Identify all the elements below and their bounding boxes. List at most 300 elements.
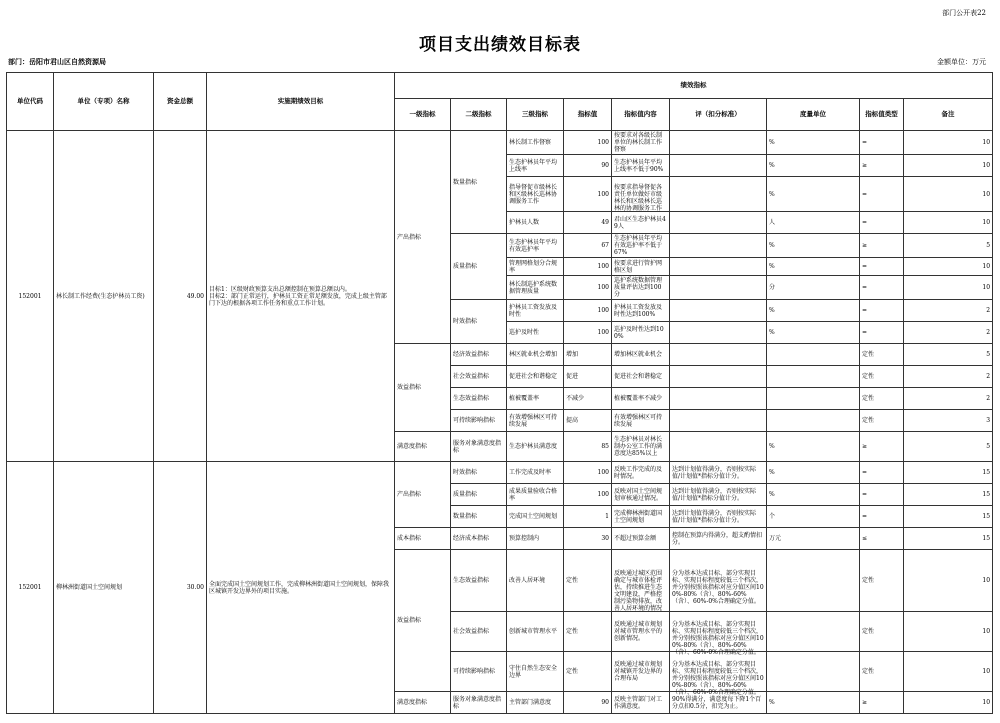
value-type (860, 612, 904, 652)
level2-indicator-text: 经济效益指标 (453, 351, 490, 358)
level1-indicator-text: 满意度指标 (397, 443, 428, 450)
measure-unit (767, 300, 860, 322)
project-total (154, 462, 207, 714)
indicator-content (612, 462, 670, 484)
indicator-value (564, 692, 612, 714)
value-type (860, 462, 904, 484)
value-type-text: ≥ (862, 699, 868, 706)
indicator-value (564, 506, 612, 528)
note-text: 15 (982, 513, 991, 520)
note-text: 10 (982, 284, 991, 291)
note (904, 131, 993, 155)
level3-indicator (507, 550, 564, 612)
project-goal (207, 131, 395, 462)
measure-unit (767, 432, 860, 462)
indicator-value-text: 促进 (566, 373, 579, 380)
indicator-value-text: 定性 (566, 668, 579, 675)
measure-unit-text: 个 (769, 513, 776, 520)
note (904, 300, 993, 322)
level3-indicator (507, 300, 564, 322)
level2-indicator-text: 生态效益指标 (453, 577, 490, 584)
value-type-text: = (862, 190, 868, 198)
value-type-text: = (862, 513, 868, 520)
level3-indicator (507, 462, 564, 484)
project-total-text: 30.00 (186, 584, 204, 591)
note-text: 10 (982, 577, 991, 584)
scoring-standard (670, 388, 767, 410)
level3-indicator-text: 护林员工资发放及时性 (509, 303, 558, 318)
level3-indicator (507, 177, 564, 212)
level1-indicator (395, 432, 451, 462)
indicator-value (564, 484, 612, 506)
level3-indicator-text: 成果质量验收合格率 (509, 487, 558, 502)
indicator-content (612, 410, 670, 432)
measure-unit-text: 万元 (769, 535, 782, 542)
value-type (860, 155, 904, 177)
indicator-content-text: 有效增强林区可持续发展 (614, 413, 663, 428)
level2-indicator (451, 410, 507, 432)
indicator-content-text: 巡护及时性达到100% (614, 325, 664, 340)
indicator-value (564, 177, 612, 212)
measure-unit (767, 410, 860, 432)
value-type-text: = (862, 329, 868, 336)
level2-indicator (451, 692, 507, 714)
indicator-content-text: 按要求进行管护网格区划 (614, 259, 663, 274)
scoring-standard (670, 177, 767, 212)
indicator-content-text: 植被覆盖率不减少 (614, 395, 663, 402)
scoring-standard-text: 控制在预算内得满分，超支酌情扣分。 (672, 531, 763, 546)
page-number: 部门公开表22 (942, 9, 986, 17)
level1-indicator (395, 344, 451, 432)
level1-indicator-text: 成本指标 (397, 535, 422, 542)
indicator-content-text: 生态护林员对林长制办公室工作的满意度达85%以上 (614, 436, 663, 457)
scoring-standard (670, 276, 767, 300)
header-content: 指标值内容 (612, 99, 670, 131)
level1-indicator-text: 满意度指标 (397, 699, 428, 706)
scoring-standard-text: 达到计划值得满分，否则按实际值/计划值*指标分值计分。 (672, 487, 757, 502)
indicator-value-text: 增加 (566, 351, 579, 358)
value-type (860, 388, 904, 410)
level3-indicator (507, 388, 564, 410)
indicator-value-text: 提高 (566, 417, 579, 424)
level1-indicator-text: 效益指标 (397, 384, 422, 391)
indicator-content (612, 612, 670, 652)
measure-unit-text: % (769, 162, 775, 169)
note (904, 344, 993, 366)
note (904, 612, 993, 652)
indicator-value (564, 410, 612, 432)
measure-unit (767, 652, 860, 692)
measure-unit (767, 550, 860, 612)
indicator-value (564, 155, 612, 177)
value-type (860, 322, 904, 344)
scoring-standard (670, 432, 767, 462)
level3-indicator-text: 促进社会和谐稳定 (509, 373, 558, 380)
header-name: 单位（专项）名称 (54, 73, 154, 131)
indicator-value-text: 100 (597, 190, 609, 198)
value-type-text: = (862, 263, 868, 270)
note (904, 410, 993, 432)
header-note: 备注 (904, 99, 993, 131)
level1-indicator (395, 692, 451, 714)
project-total-text: 49.00 (186, 292, 204, 300)
measure-unit (767, 528, 860, 550)
level1-indicator (395, 550, 451, 692)
header-value: 指标值 (564, 99, 612, 131)
measure-unit (767, 131, 860, 155)
level3-indicator-text: 改善人居环境 (509, 577, 546, 584)
note (904, 484, 993, 506)
note-text: 10 (982, 139, 991, 146)
note-text: 10 (982, 162, 991, 169)
header-l2: 二级指标 (451, 99, 507, 131)
scoring-standard (670, 300, 767, 322)
table-row (7, 462, 993, 484)
level2-indicator-text: 社会效益指标 (453, 373, 490, 380)
level3-indicator-text: 护林员人数 (509, 219, 540, 226)
note (904, 177, 993, 212)
indicator-content-text: 反映工作完成的及时情况。 (614, 465, 663, 480)
value-type-text: = (862, 219, 868, 226)
level2-indicator (451, 528, 507, 550)
level3-indicator (507, 322, 564, 344)
level2-indicator-text: 服务对象满意度指标 (453, 695, 502, 710)
scoring-standard-text: 达到计划值得满分，否则按实际值/计划值*指标分值计分。 (672, 465, 757, 480)
measure-unit-text: % (769, 139, 775, 146)
value-type-text: ≤ (862, 535, 868, 542)
header-indicators: 绩效指标 (395, 73, 993, 99)
indicator-content (612, 322, 670, 344)
value-type-text: 定性 (862, 628, 875, 635)
level2-indicator-text: 服务对象满意度指标 (453, 439, 502, 454)
level3-indicator (507, 234, 564, 258)
value-type-text: = (862, 469, 868, 476)
level3-indicator (507, 155, 564, 177)
level2-indicator-text: 数量指标 (453, 513, 478, 520)
indicator-value (564, 388, 612, 410)
measure-unit-text: % (769, 307, 775, 314)
level2-indicator (451, 344, 507, 366)
value-type (860, 177, 904, 212)
note-text: 2 (986, 395, 991, 402)
header-type: 指标值类型 (860, 99, 904, 131)
indicator-value (564, 550, 612, 612)
value-type (860, 131, 904, 155)
level3-indicator (507, 344, 564, 366)
indicator-value-text: 100 (597, 469, 609, 476)
indicator-content (612, 155, 670, 177)
value-type-text: = (862, 139, 868, 146)
measure-unit (767, 234, 860, 258)
indicator-value (564, 612, 612, 652)
indicator-content-text: 生态护林员年平均有效巡护率不低于 67% (614, 235, 663, 256)
level3-indicator (507, 276, 564, 300)
measure-unit-text: % (769, 491, 775, 498)
indicator-content (612, 432, 670, 462)
measure-unit (767, 276, 860, 300)
indicator-value-text: 定性 (566, 628, 579, 635)
scoring-standard (670, 322, 767, 344)
header-l3: 三级指标 (507, 99, 564, 131)
indicator-value (564, 300, 612, 322)
project-name (54, 462, 154, 714)
indicator-content (612, 484, 670, 506)
value-type (860, 344, 904, 366)
indicator-content-text: 促进社会和谐稳定 (614, 373, 663, 380)
measure-unit (767, 344, 860, 366)
indicator-value-text: 100 (597, 329, 609, 336)
indicator-content (612, 528, 670, 550)
note (904, 234, 993, 258)
value-type (860, 366, 904, 388)
indicator-value (564, 344, 612, 366)
note (904, 550, 993, 612)
scoring-standard (670, 484, 767, 506)
indicator-value (564, 366, 612, 388)
indicator-content (612, 506, 670, 528)
level2-indicator (451, 612, 507, 652)
level2-indicator-text: 质量指标 (453, 491, 478, 498)
level3-indicator-text: 林长制巡护系统数据管理质量 (509, 280, 558, 295)
scoring-standard (670, 462, 767, 484)
scoring-standard (670, 212, 767, 234)
indicator-value-text: 100 (597, 263, 609, 270)
note (904, 276, 993, 300)
level3-indicator (507, 692, 564, 714)
level2-indicator (451, 234, 507, 300)
project-code (7, 131, 54, 462)
level3-indicator-text: 完成国土空间规划 (509, 513, 558, 520)
indicator-content (612, 550, 670, 612)
level2-indicator (451, 484, 507, 506)
indicator-value-text: 30 (601, 535, 609, 542)
level2-indicator (451, 506, 507, 528)
note-text: 15 (982, 535, 991, 542)
level3-indicator (507, 258, 564, 276)
measure-unit (767, 212, 860, 234)
indicator-value (564, 652, 612, 692)
indicator-content-text: 增加林区就业机会 (614, 351, 663, 358)
note (904, 462, 993, 484)
value-type (860, 528, 904, 550)
level3-indicator-text: 指导督促市级林长和区级林长巡林协调服务工作 (509, 183, 558, 205)
project-goal (207, 462, 395, 714)
measure-unit-text: 人 (769, 219, 776, 226)
indicator-value-text: 不减少 (566, 395, 585, 402)
value-type (860, 276, 904, 300)
indicator-content-text: 按要求对各级长制单位的林长制工作督察 (614, 132, 663, 153)
value-type-text: = (862, 307, 868, 314)
scoring-standard (670, 528, 767, 550)
level3-indicator (507, 484, 564, 506)
indicator-content (612, 276, 670, 300)
value-type (860, 212, 904, 234)
level2-indicator (451, 432, 507, 462)
note (904, 322, 993, 344)
scoring-standard (670, 652, 767, 696)
level2-indicator-text: 社会效益指标 (453, 628, 490, 635)
scoring-standard (670, 344, 767, 366)
value-type (860, 652, 904, 692)
note (904, 366, 993, 388)
indicator-content-text: 反映对国土空间规划审核通过情况。 (614, 487, 663, 502)
level3-indicator-text: 林长制工作督察 (509, 139, 552, 146)
indicator-content (612, 234, 670, 258)
indicator-content (612, 692, 670, 714)
note-text: 2 (986, 373, 991, 380)
project-code-text: 152001 (18, 292, 42, 300)
level2-indicator-text: 质量指标 (453, 263, 478, 270)
level3-indicator-text: 预算控制内 (509, 535, 540, 542)
note-text: 3 (986, 417, 991, 424)
scoring-standard (670, 550, 767, 612)
scoring-standard (670, 612, 767, 656)
level3-indicator-text: 管理网格划分合规率 (509, 259, 558, 274)
note (904, 432, 993, 462)
indicator-value (564, 258, 612, 276)
value-type (860, 300, 904, 322)
measure-unit-text: % (769, 263, 775, 270)
note-text: 5 (986, 351, 991, 358)
indicator-content (612, 652, 670, 692)
measure-unit (767, 155, 860, 177)
level3-indicator (507, 432, 564, 462)
scoring-standard-text: 90%得满分，满意度每下降1个百分点扣0.5分，扣完为止。 (672, 695, 762, 710)
indicator-content-text: 巡护系统数据管理质量评估达到100分 (614, 277, 663, 298)
note-text: 10 (982, 219, 991, 226)
indicator-content (612, 258, 670, 276)
level3-indicator (507, 410, 564, 432)
note (904, 388, 993, 410)
indicator-content-text: 生态护林员年平均上线率不低于90% (614, 158, 664, 173)
level2-indicator-text: 可持续影响指标 (453, 417, 496, 424)
level3-indicator-text: 林区就业机会增加 (509, 351, 558, 358)
note-text: 10 (982, 668, 991, 675)
value-type-text: ≥ (862, 242, 868, 249)
header-scoring: 评（扣分标准） (670, 99, 767, 131)
note-text: 10 (982, 263, 991, 270)
scoring-standard (670, 131, 767, 155)
scoring-standard-text: 分为基本达成目标、部分实现目标、实现目标程度较低三个档次，并分别按照该指标对应分值区间100%-80%（含）、80%-60%（含）、60%-0%合理确定分值。 (672, 661, 764, 696)
level3-indicator (507, 652, 564, 692)
level3-indicator-text: 守住自然生态安全边界 (509, 664, 558, 679)
value-type (860, 258, 904, 276)
note (904, 506, 993, 528)
level2-indicator (451, 550, 507, 612)
value-type-text: 定性 (862, 373, 875, 380)
value-type-text: = (862, 491, 868, 498)
indicator-content-text: 护林员工资发放及时性达到100% (614, 303, 663, 318)
indicator-content (612, 366, 670, 388)
scoring-standard (670, 234, 767, 258)
indicator-content-text: 不超过预算金额 (614, 535, 657, 542)
level2-indicator (451, 388, 507, 410)
level1-indicator-text: 效益指标 (397, 617, 422, 624)
level3-indicator (507, 366, 564, 388)
note-text: 2 (986, 329, 991, 336)
indicator-content (612, 131, 670, 155)
value-type-text: ≥ (862, 443, 868, 450)
level3-indicator (507, 131, 564, 155)
project-name-text: 柳林洲街道国土空间规划 (56, 584, 123, 591)
level2-indicator-text: 数量指标 (453, 178, 478, 186)
level1-indicator (395, 462, 451, 528)
indicator-value-text: 49 (601, 219, 609, 226)
indicator-value-text: 90 (601, 162, 609, 169)
indicator-value-text: 1 (605, 513, 609, 520)
measure-unit (767, 506, 860, 528)
indicator-value-text: 定性 (566, 577, 579, 584)
measure-unit (767, 177, 860, 212)
department-label: 部门：岳阳市君山区自然资源局 (8, 57, 106, 66)
project-goal-text: 目标1：区级财政预算支出总额控制在预算总额以内。 目标2：部门正常运行，护林员工资正常足额发放，完成上级主管部门下达的根据各项工作任务和重点工作计划。 (209, 285, 387, 307)
header-measure: 度量单位 (767, 99, 860, 131)
indicator-value (564, 212, 612, 234)
note (904, 155, 993, 177)
level3-indicator-text: 生态护林员满意度 (509, 443, 558, 450)
measure-unit-text: % (769, 190, 775, 198)
indicator-value (564, 234, 612, 258)
level1-indicator-text: 产出指标 (397, 491, 422, 498)
measure-unit (767, 366, 860, 388)
level3-indicator (507, 612, 564, 652)
indicator-content-text: 反映通过城市规划对城镇开发边界的合理布局 (614, 661, 663, 682)
measure-unit-text: % (769, 242, 775, 249)
indicator-content (612, 177, 670, 212)
scoring-standard (670, 366, 767, 388)
indicator-value (564, 276, 612, 300)
measure-unit-text: % (769, 443, 775, 450)
value-type (860, 410, 904, 432)
indicator-value (564, 432, 612, 462)
note (904, 258, 993, 276)
note-text: 15 (982, 491, 991, 498)
project-code (7, 462, 54, 714)
level2-indicator (451, 300, 507, 344)
level3-indicator (507, 212, 564, 234)
indicator-value-text: 85 (601, 443, 609, 450)
indicator-value-text: 100 (597, 139, 609, 146)
note-text: 10 (982, 190, 991, 198)
measure-unit (767, 388, 860, 410)
value-type (860, 484, 904, 506)
indicator-content (612, 212, 670, 234)
table-row (7, 131, 993, 155)
level2-indicator (451, 131, 507, 234)
note (904, 528, 993, 550)
note-text: 15 (982, 469, 991, 476)
level2-indicator-text: 生态效益指标 (453, 395, 490, 402)
scoring-standard (670, 506, 767, 528)
page-title: 项目支出绩效目标表 (419, 35, 581, 55)
measure-unit (767, 612, 860, 652)
indicator-content-text: 反映通过城市规划对城市管理水平的创新情况。 (614, 621, 663, 642)
value-type-text: 定性 (862, 351, 875, 358)
header-code: 单位代码 (7, 73, 54, 131)
note-text: 5 (986, 242, 991, 249)
indicator-value-text: 100 (597, 307, 609, 314)
level3-indicator-text: 植被覆盖率 (509, 395, 540, 402)
level2-indicator-text: 可持续影响指标 (453, 668, 496, 675)
note-text: 10 (982, 699, 991, 706)
level2-indicator-text: 时效指标 (453, 318, 478, 325)
level3-indicator (507, 506, 564, 528)
indicator-value (564, 462, 612, 484)
measure-unit (767, 692, 860, 714)
note (904, 212, 993, 234)
indicator-value (564, 528, 612, 550)
measure-unit (767, 322, 860, 344)
